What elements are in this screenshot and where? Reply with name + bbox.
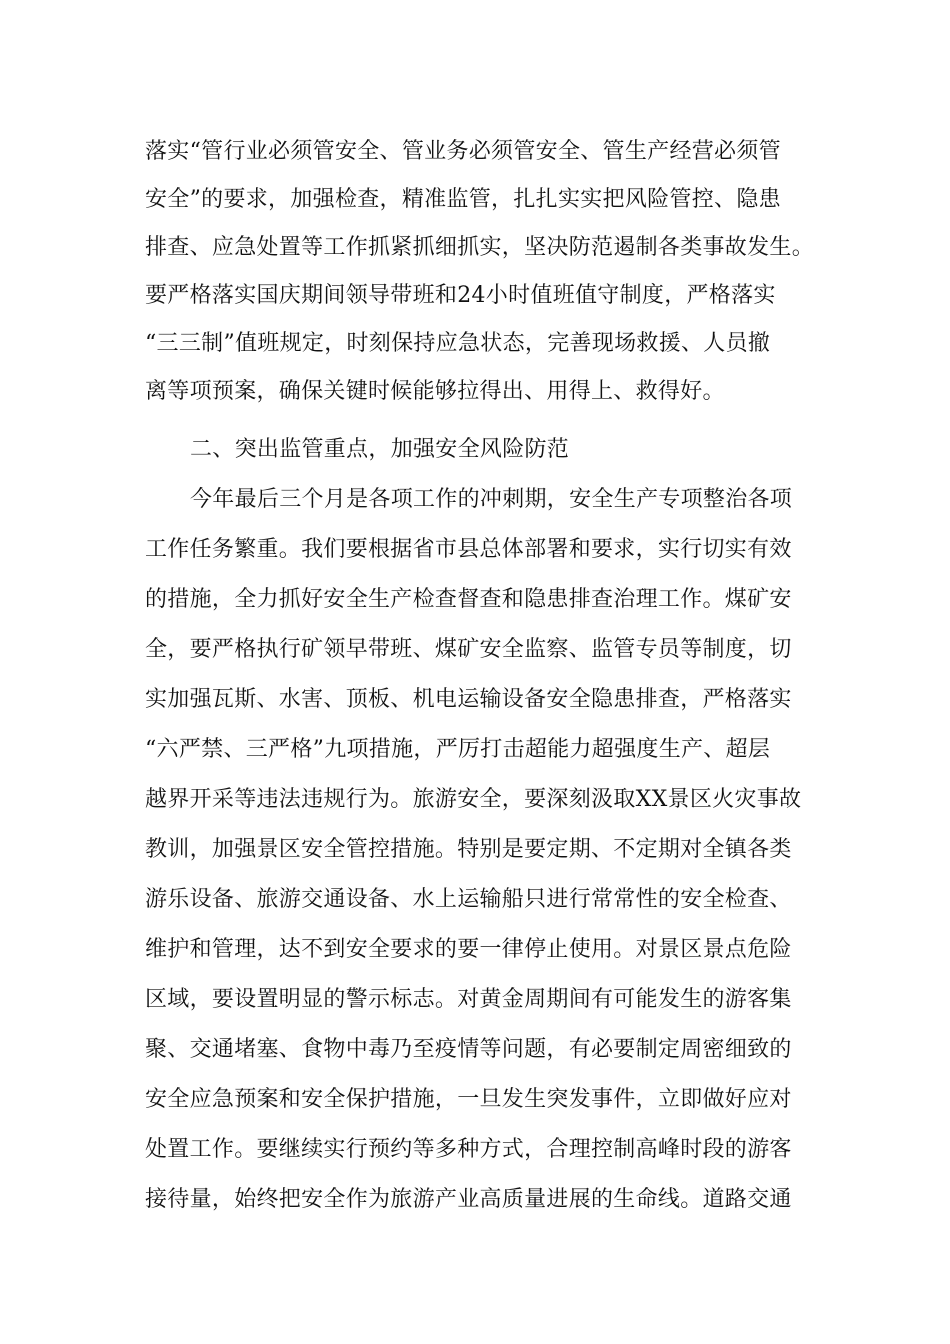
text-line-5: “三三制”值班规定，时刻保持应急状态，完善现场救援、人员撤 (145, 331, 771, 356)
text-line-20: 安全应急预案和安全保护措施，一旦发生突发事件，立即做好应对 (145, 1087, 792, 1112)
text-line-18: 区域，要设置明显的警示标志。对黄金周期间有可能发生的游客集 (145, 987, 792, 1012)
text-line-19: 聚、交通堵塞、食物中毒乃至疫情等问题，有必要制定周密细致的 (145, 1037, 792, 1062)
text-line-4: 要严格落实国庆期间领导带班和24小时值班值守制度，严格落实 (145, 283, 776, 308)
text-line-14: 越界开采等违法违规行为。旅游安全，要深刻汲取XX景区火灾事故 (145, 787, 802, 812)
text-line-22: 接待量，始终把安全作为旅游产业高质量进展的生命线。道路交通 (145, 1187, 792, 1212)
text-line-17: 维护和管理，达不到安全要求的要一律停止使用。对景区景点危险 (145, 937, 792, 962)
text-line-10: 的措施，全力抓好安全生产检查督查和隐患排查治理工作。煤矿安 (145, 587, 792, 612)
text-line-21: 处置工作。要继续实行预约等多种方式，合理控制高峰时段的游客 (145, 1137, 792, 1162)
text-line-8: 今年最后三个月是各项工作的冲刺期，安全生产专项整治各项 (190, 487, 793, 512)
text-line-13: “六严禁、三严格”九项措施，严厉打击超能力超强度生产、超层 (145, 737, 771, 762)
text-line-15: 教训，加强景区安全管控措施。特别是要定期、不定期对全镇各类 (145, 837, 792, 862)
text-line-1: 落实“管行业必须管安全、管业务必须管安全、管生产经营必须管 (145, 139, 781, 164)
text-line-9: 工作任务繁重。我们要根据省市县总体部署和要求，实行切实有效 (145, 537, 792, 562)
section-heading: 二、突出监管重点，加强安全风险防范 (190, 437, 570, 462)
text-line-6: 离等项预案，确保关键时候能够拉得出、用得上、救得好。 (145, 379, 725, 404)
text-line-11: 全，要严格执行矿领早带班、煤矿安全监察、监管专员等制度，切 (145, 637, 792, 662)
text-line-2: 安全”的要求，加强检查，精准监管，扎扎实实把风险管控、隐患 (145, 187, 781, 212)
text-line-12: 实加强瓦斯、水害、顶板、机电运输设备安全隐患排查，严格落实 (145, 687, 792, 712)
text-line-16: 游乐设备、旅游交通设备、水上运输船只进行常常性的安全检查、 (145, 887, 792, 912)
text-line-3: 排查、应急处置等工作抓紧抓细抓实，坚决防范遏制各类事故发生。 (145, 235, 815, 260)
